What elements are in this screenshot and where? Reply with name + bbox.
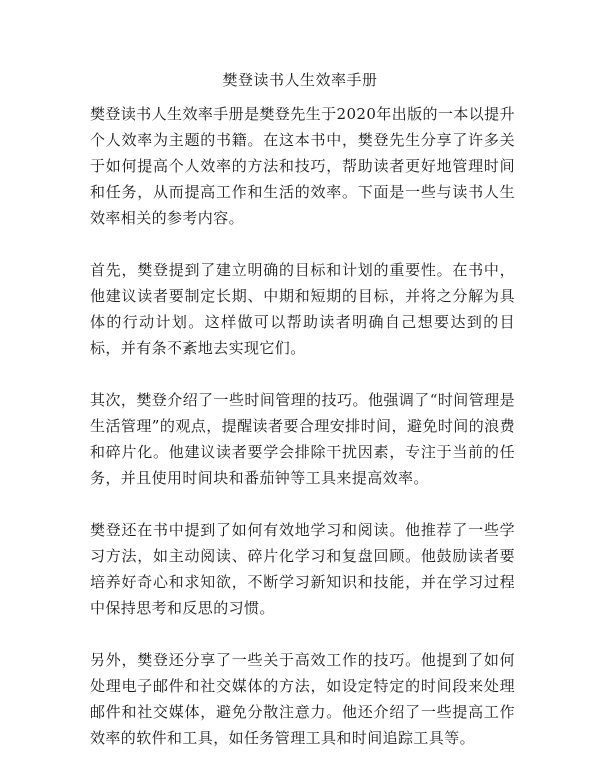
document-title: 樊登读书人生效率手册 xyxy=(222,71,378,89)
paragraph-intro: 樊登读书人生效率手册是樊登先生于2020年出版的一本以提升个人效率为主题的书籍。在这本书中，樊登先生分享了许多关于如何提高个人效率的方法和技巧，帮助读者更好地管理时间和任务，从而提高工作和生活的效率。下面是一些与读书人生效率相关的参考内容。 xyxy=(90,105,515,227)
paragraph-goals: 首先，樊登提到了建立明确的目标和计划的重要性。在书中，他建议读者要制定长期、中期和短期的目标，并将之分解为具体的行动计划。这样做可以帮助读者明确自己想要达到的目标，并有条不紊地去实现它们。 xyxy=(90,261,515,357)
paragraph-work-efficiency: 另外，樊登还分享了一些关于高效工作的技巧。他提到了如何处理电子邮件和社交媒体的方法，如设定特定的时间段来处理邮件和社交媒体，避免分散注意力。他还介绍了一些提高工作效率的软件和工具，如任务管理工具和时间追踪工具等。 xyxy=(90,651,515,747)
document-body xyxy=(90,101,515,777)
paragraph-learning: 樊登还在书中提到了如何有效地学习和阅读。他推荐了一些学习方法，如主动阅读、碎片化学习和复盘回顾。他鼓励读者要培养好奇心和求知欲，不断学习新知识和技能，并在学习过程中保持思考和反思的习惯。 xyxy=(90,521,515,617)
paragraph-time-management: 其次，樊登介绍了一些时间管理的技巧。他强调了“时间管理是生活管理”的观点，提醒读者要合理安排时间，避免时间的浪费和碎片化。他建议读者要学会排除干扰因素，专注于当前的任务，并且使用时间块和番茄钟等工具来提高效率。 xyxy=(90,391,515,487)
